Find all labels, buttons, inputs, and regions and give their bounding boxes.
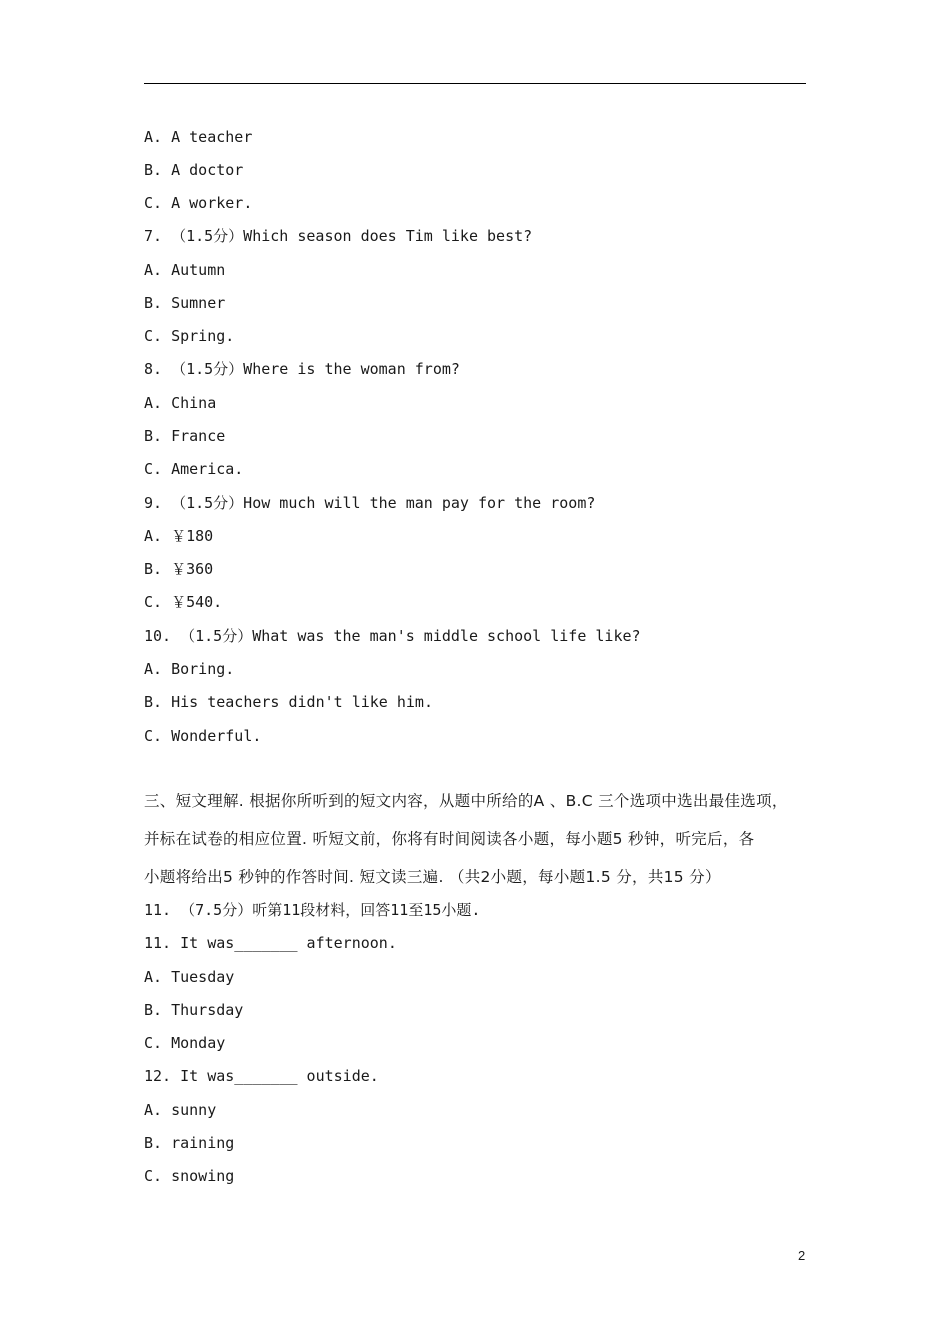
option-line: C. snowing: [144, 1167, 235, 1185]
option-line: A. ￥180: [144, 527, 214, 545]
question-9: 9. （1.5分）How much will the man pay for the room?: [144, 494, 596, 512]
header-rule: [144, 83, 806, 84]
question-8: 8. （1.5分）Where is the woman from?: [144, 360, 460, 378]
option-line: B. France: [144, 427, 226, 445]
option-line: B. Sumner: [144, 294, 226, 312]
question-12: 12. It was_______ outside.: [144, 1067, 379, 1085]
question-11: 11. It was_______ afternoon.: [144, 934, 397, 952]
option-line: C. ￥540.: [144, 593, 223, 611]
option-line: A. A teacher: [144, 128, 253, 146]
option-line: A. sunny: [144, 1101, 217, 1119]
section-instructions: 三、短文理解. 根据你所听到的短文内容，从题中所给的A 、B.C 三个选项中选出最佳选项，: [144, 792, 788, 810]
option-line: A. Boring.: [144, 660, 235, 678]
option-line: A. Tuesday: [144, 968, 235, 986]
option-line: C. A worker.: [144, 194, 253, 212]
question-11-heading: 11. （7.5分）听第11段材料，回答11至15小题.: [144, 901, 481, 919]
option-line: B. His teachers didn't like him.: [144, 693, 433, 711]
question-10: 10. （1.5分）What was the man's middle school life like?: [144, 627, 641, 645]
section-instructions: 小题将给出5 秒钟的作答时间. 短文读三遍. （共2小题，每小题1.5 分，共15 分）: [144, 868, 721, 886]
option-line: A. China: [144, 394, 217, 412]
option-line: C. Wonderful.: [144, 727, 262, 745]
option-line: C. Monday: [144, 1034, 226, 1052]
option-line: B. raining: [144, 1134, 235, 1152]
option-line: B. Thursday: [144, 1001, 244, 1019]
option-line: A. Autumn: [144, 261, 226, 279]
option-line: C. Spring.: [144, 327, 235, 345]
question-7: 7. （1.5分）Which season does Tim like best?: [144, 227, 533, 245]
option-line: C. America.: [144, 460, 244, 478]
option-line: B. A doctor: [144, 161, 244, 179]
section-instructions: 并标在试卷的相应位置. 听短文前，你将有时间阅读各小题，每小题5 秒钟，听完后，各: [144, 830, 755, 848]
option-line: B. ￥360: [144, 560, 214, 578]
page-number: 2: [798, 1248, 806, 1263]
